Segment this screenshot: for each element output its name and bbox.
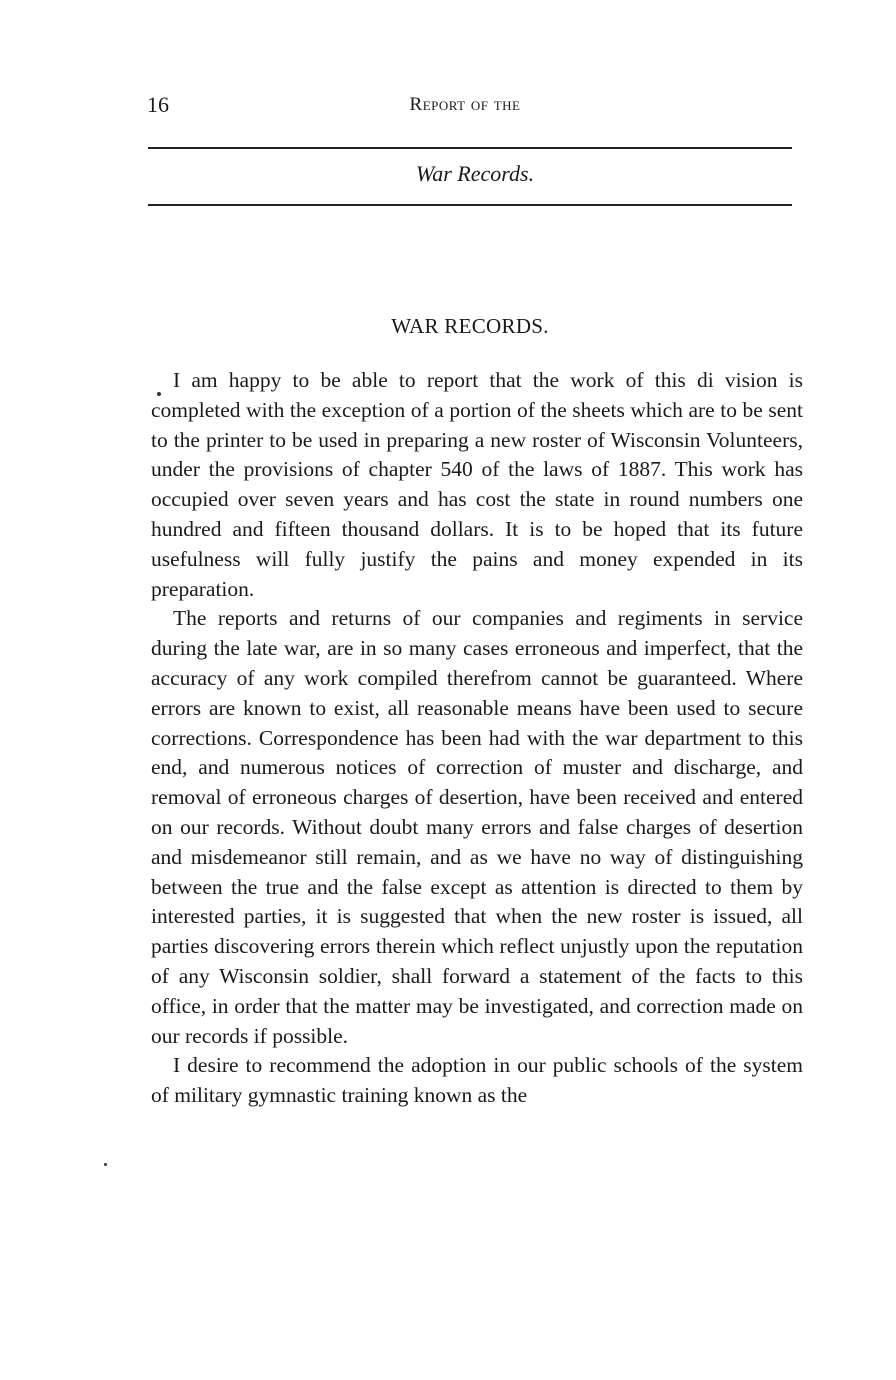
header-rule-top <box>148 147 792 149</box>
section-title: WAR RECORDS. <box>391 314 549 338</box>
paragraph: I am happy to be able to report that the work of this di vision is completed with the exception of a portion of the sheets which are to be sent to the printer to be used in preparing a new roster of Wisconsin Volunteers, under the provisions of chapter 540 of the laws of 1887. This work has occupied over seven years and has cost the state in round numbers one hundred and fifteen thousand dollars. It is to be hoped that its future usefulness will fully justify the pains and money expended in its preparation. <box>151 368 803 601</box>
page-number: 16 <box>147 92 169 117</box>
header-rule-bottom <box>148 204 792 206</box>
stray-mark <box>157 392 161 396</box>
paragraph: I desire to recommend the adoption in our public schools of the system of military gymnastic training known as the <box>151 1053 803 1108</box>
paragraph: The reports and returns of our companies and regiments in service during the late war, are in so many cases erroneous and imperfect, that the accuracy of any work compiled therefrom cannot be guaranteed. Where errors are known to exist, all reasonable means have been used to secure corrections. Correspondence has been had with the war department to this end, and numerous notices of correction of muster and discharge, and removal of erroneous charges of desertion, have been received and entered on our records. Without doubt many errors and false charges of desertion and misdemeanor still remain, and as we have no way of distinguishing between the true and the false except as attention is directed to them by interested parties, it is suggested that when the new roster is issued, all parties discovering errors therein which reflect unjustly upon the reputation of any Wisconsin soldier, shall forward a statement of the facts to this office, in order that the matter may be investigated, and correction made on our records if possible. <box>151 606 803 1048</box>
running-head: Report of the <box>409 94 521 115</box>
article-body <box>151 366 803 1111</box>
stray-mark <box>104 1163 107 1166</box>
section-subhead: War Records. <box>415 161 535 186</box>
